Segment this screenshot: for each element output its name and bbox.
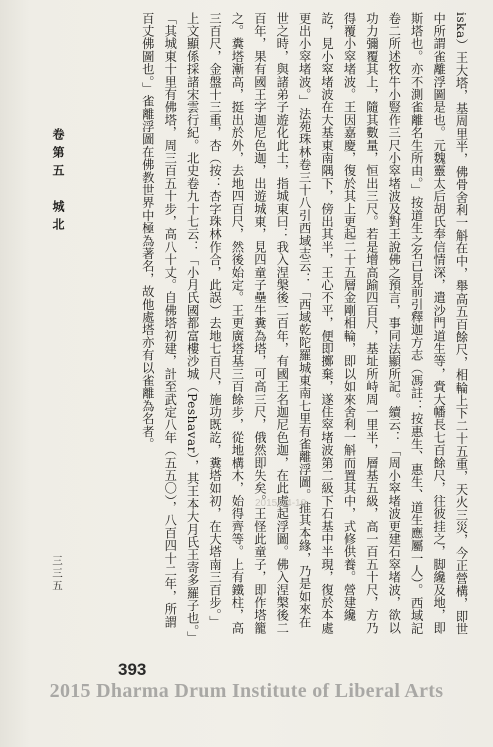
folio-number: 三三五 bbox=[51, 555, 63, 593]
page-number: 393 bbox=[118, 660, 147, 679]
watermark: 2015 Dharma Drum Institute of Liberal Arts bbox=[49, 680, 444, 702]
main-text-block bbox=[112, 12, 472, 640]
faint-date-stamp: 2015-04-10 bbox=[255, 498, 307, 509]
main-paragraph: iska）王大塔，基周里半，佛骨舍利一斛在中，舉高五百餘尺，相輪上下二十五重，天火三災，今正營構，即世中所謂雀離浮圖是也。元魏靈太后胡氏奉信情深，遣沙門道生等，賫大幡長七百餘尺，往彼挂之，脚纔及地，即斯塔也。亦不測雀離名生所由。」按道生之名已見前引釋迦方志（馮註：按惠生、惠生、道生應屬一人）。西域記卷二所述牧牛小豎作三尺小窣堵波及對王說佛之預言，事同法顯所記。續云：「周小窣堵波更建石窣堵波，欲以功力彌覆其上，隨其數量，恒出三尺。若是增高踰四百尺，基址所峙周一里半，層基五級，高一百五十尺，方乃得覆小窣堵波。王因嘉慶，復於其上更起二十五層金剛相輪，即以如來舍利一斛而置其中，式修供養。營建纔訖，見小窣堵波在大基東南隅下，傍出其半，王心不平，便即擲棄，遂住窣堵波第二級下石基中半現，復於本處更出小窣堵波。」法苑珠林卷三十八引西域志云：「西域乾陀羅城東南七里有雀離浮圖。推其本緣，乃是如來在世之時，與諸弟子遊化此土，指城東曰：我入涅槃後二百年，有國王名迦尼色迦，在此處起浮圖。佛入涅槃後二百年，果有國王字迦尼色迦，出遊城東，見四童子壘牛糞為塔，可高三尺，俄然即失矣。王怪此童子，即作塔籠之。糞塔漸高，挺出於外，去地四百尺，然後始定。王更廣塔基三百餘步，從地構木，始得齊等。上有鐵柱，高三百尺，金盤十三重，杏（按：杏字珠林作合，此誤）去地七百尺，施功既訖，糞塔如初，在大塔南三百步。」上文顯係採諸宋雲行紀。北史卷九十七云：「小月氏國都富樓沙城（Peshavar），其王本大月氏王寄多羅子也。」「其城東十里有佛塔，周三百五十步，高八十丈。自佛塔初建，計至武定八年（五五〇），八百四十二年，所謂百丈佛圖也。」雀離浮圖在佛教世界中極為著名，故他處塔亦有以雀離為名者。 bbox=[140, 12, 468, 638]
running-head: 卷第五 城北 bbox=[51, 128, 65, 236]
